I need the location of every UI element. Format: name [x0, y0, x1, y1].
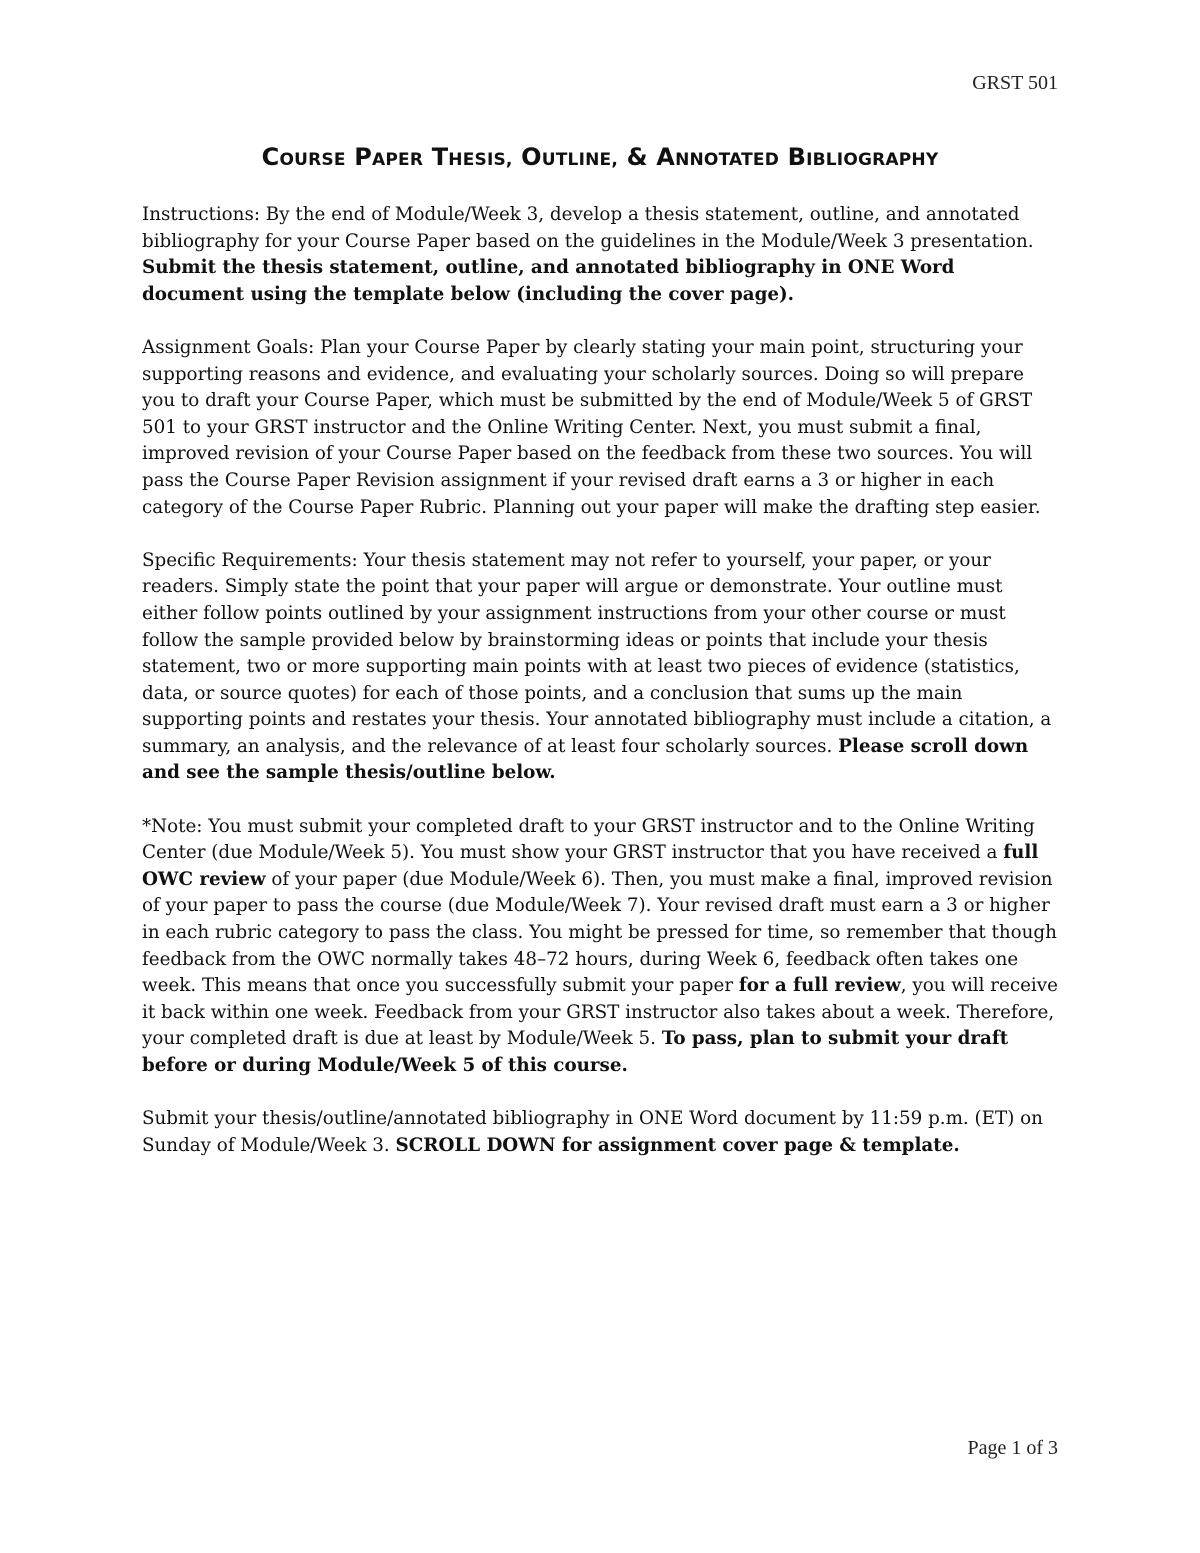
assignment-goals-text: Assignment Goals: Plan your Course Paper by clearly stating your main point, structuring your supporting reasons and evidence, and evaluating your scholarly sources. Doing so will prepare you to draft your Course Paper, which must be submitted by the end of Module/Week 5 of GRST 501 to your GRST instructor and the Online Writing Center. Next, you must submit a final, improved revision of your Course Paper based on the feedback from these two sources. You will pass the Course Paper Revision assignment if your revised draft earns a 3 or higher in each category of the Course Paper Rubric. Planning out your paper will make the drafting step easier. — [142, 336, 1041, 518]
instructions-text: Instructions: By the end of Module/Week 3, develop a thesis statement, outline, and annotated bibliography for your Course Paper based on the guidelines in the Module/Week 3 presentation. — [142, 204, 1034, 252]
title-word-1-cap: C — [261, 143, 280, 171]
page-number: Page 1 of 3 — [967, 1437, 1058, 1459]
title-word-1-rest: OURSE — [279, 150, 346, 170]
title-word-6-cap: A — [656, 143, 676, 171]
document-title — [0, 143, 1200, 171]
title-word-5: & — [626, 143, 648, 171]
note-text-1: *Note: You must submit your completed draft to your GRST instructor and to the Online Writing Center (due Module/Week 5). You must show your GRST instructor that you have received a — [142, 815, 1035, 864]
title-word-3-rest: HESIS, — [448, 150, 513, 170]
header-course-code: GRST 501 — [972, 72, 1058, 94]
submission-text: Submit your thesis/outline/annotated bibliography in ONE Word document by 11:59 p.m. (ET) on Sunday of Module/Week 3. — [142, 1108, 1043, 1156]
document-body — [142, 202, 1062, 1159]
title-word-7-rest: IBLIOGRAPHY — [806, 150, 939, 170]
instructions-bold-text: Submit the thesis statement, outline, and annotated bibliography in ONE Word document using the template below (including the cover page). — [142, 257, 955, 305]
title-word-6-rest: NNOTATED — [675, 150, 780, 170]
note-bold-1: full OWC review — [142, 842, 1039, 890]
specific-requirements-bold-text: Please scroll down and see the sample thesis/outline below. — [142, 735, 1029, 784]
title-word-4-rest: UTLINE, — [541, 150, 619, 170]
title-word-4-cap: O — [521, 143, 542, 171]
title-word-3-cap: T — [431, 143, 449, 171]
specific-requirements-paragraph — [142, 548, 1062, 787]
specific-requirements-text: Specific Requirements: Your thesis statement may not refer to yourself, your paper, or your readers. Simply state the point that your paper will argue or demonstrate. Your outline must either follow points outlined by your assignment instructions from your other course or must follow the sample provided below by brainstorming ideas or points that include your thesis statement, two or more supporting main points with at least two pieces of evidence (statistics, data, or source quotes) for each of those points, and a conclusion that sums up the main supporting points and restates your thesis. Your annotated bibliography must include a citation, a summary, an analysis, and the relevance of at least four scholarly sources. — [142, 549, 1052, 757]
instructions-paragraph — [142, 202, 1062, 308]
submission-bold-text: SCROLL DOWN for assignment cover page & template. — [395, 1134, 960, 1156]
note-bold-3: To pass, plan to submit your draft before or during Module/Week 5 of this course. — [142, 1028, 1009, 1076]
note-paragraph — [142, 814, 1062, 1080]
note-text-2: of your paper (due Module/Week 6). Then, you must make a final, improved revision of your paper to pass the course (due Module/Week 7). Your revised draft must earn a 3 or higher in each rubric category to pass the class. You might be pressed for time, so remember that though feedback from the OWC normally takes 48–72 hours, during Week 6, feedback often takes one week. This means that once you successfully submit your paper — [142, 868, 1057, 997]
title-word-2-cap: P — [354, 143, 372, 171]
title-word-7-cap: B — [787, 143, 807, 171]
submission-paragraph — [142, 1106, 1062, 1159]
note-bold-2: for a full review — [738, 975, 901, 997]
assignment-goals-paragraph — [142, 335, 1062, 521]
note-text-3: , you will receive it back within one week. Feedback from your GRST instructor also takes about a week. Therefore, your completed draft is due at least by Module/Week 5. — [142, 975, 1058, 1050]
title-word-2-rest: APER — [372, 150, 424, 170]
